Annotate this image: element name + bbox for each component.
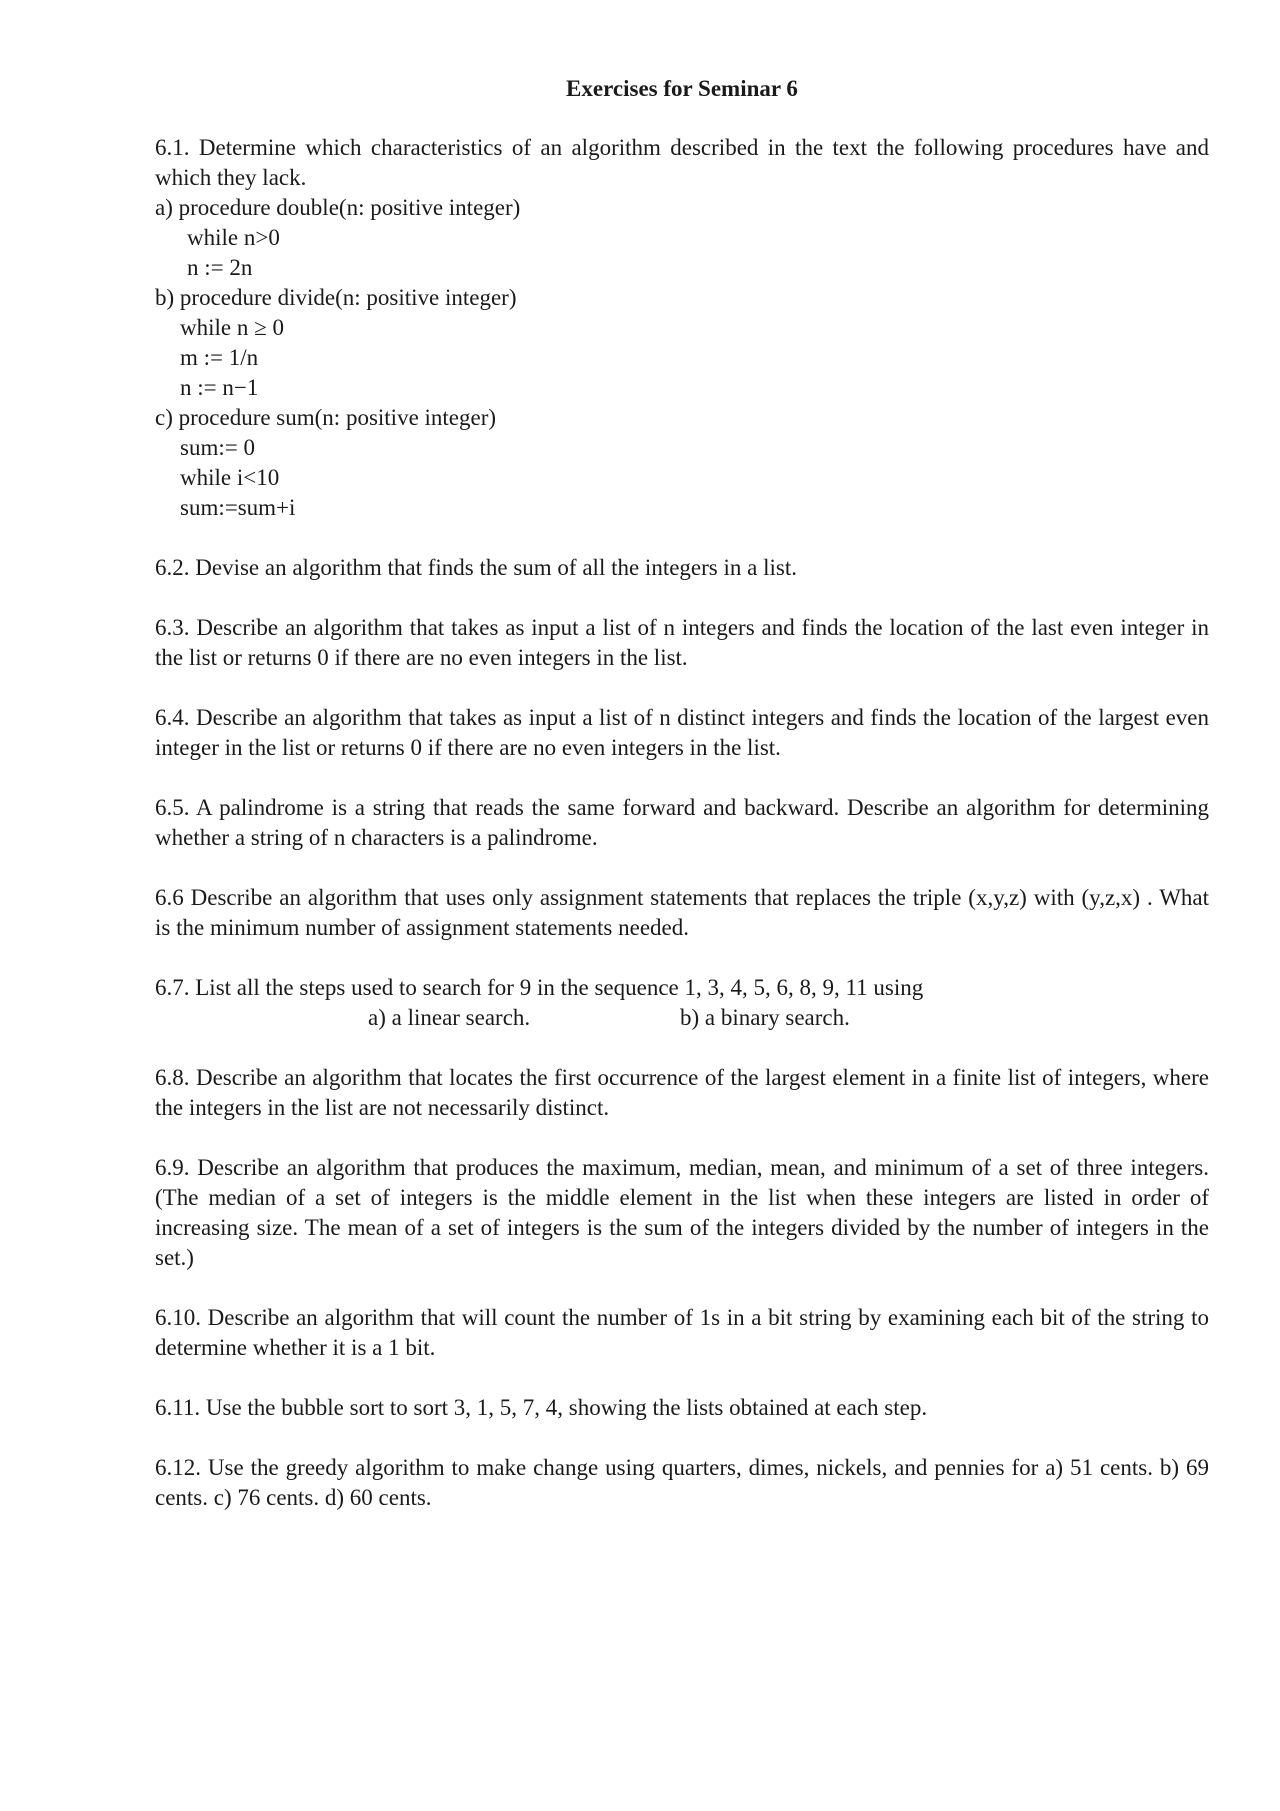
procedure-a-line-1: while n>0 <box>187 225 280 250</box>
procedure-c-line-1: sum:= 0 <box>180 435 255 460</box>
exercise-6-10: 6.10. Describe an algorithm that will count the number of 1s in a bit string by examining each bit of the string to determine whether it is a 1 bit. <box>155 1305 1209 1360</box>
exercise-6-4: 6.4. Describe an algorithm that takes as input a list of n distinct integers and finds the location of the largest even integer in the list or returns 0 if there are no even integers in the list. <box>155 705 1209 760</box>
exercise-6-2: 6.2. Devise an algorithm that finds the sum of all the integers in a list. <box>155 555 797 580</box>
procedure-c-line-3: sum:=sum+i <box>180 495 296 520</box>
exercise-6-6: 6.6 Describe an algorithm that uses only assignment statements that replaces the triple (x,y,z) with (y,z,x) . What is the minimum number of assignment statements needed. <box>155 885 1209 940</box>
exercise-6-5: 6.5. A palindrome is a string that reads the same forward and backward. Describe an algorithm for determining whether a string of n characters is a palindrome. <box>155 795 1209 850</box>
binary-search-option: b) a binary search. <box>680 1005 850 1030</box>
document-page <box>155 74 1209 1513</box>
procedure-b-line-3: n := n−1 <box>180 375 259 400</box>
exercise-6-7-options <box>155 1003 1209 1033</box>
linear-search-option: a) a linear search. <box>368 1005 531 1030</box>
procedure-a-header: a) procedure double(n: positive integer) <box>155 195 521 220</box>
procedure-b-line-2: m := 1/n <box>180 345 259 370</box>
exercise-6-7 <box>155 973 1209 1033</box>
exercise-6-1-text: 6.1. Determine which characteristics of an algorithm described in the text the following procedures have and which they lack. <box>155 135 1209 190</box>
procedure-b-header: b) procedure divide(n: positive integer) <box>155 285 517 310</box>
exercise-6-7-text: 6.7. List all the steps used to search for 9 in the sequence 1, 3, 4, 5, 6, 8, 9, 11 using <box>155 975 924 1000</box>
exercise-6-11: 6.11. Use the bubble sort to sort 3, 1, 5, 7, 4, showing the lists obtained at each step. <box>155 1395 928 1420</box>
page-title: Exercises for Seminar 6 <box>566 76 798 101</box>
exercise-6-12: 6.12. Use the greedy algorithm to make change using quarters, dimes, nickels, and pennies for a) 51 cents. b) 69 cents. c) 76 cents. d) 60 cents. <box>155 1455 1209 1510</box>
procedure-c-header: c) procedure sum(n: positive integer) <box>155 405 497 430</box>
exercise-6-3: 6.3. Describe an algorithm that takes as input a list of n integers and finds the location of the last even integer in the list or returns 0 if there are no even integers in the list. <box>155 615 1209 670</box>
exercise-6-9: 6.9. Describe an algorithm that produces the maximum, median, mean, and minimum of a set of three integers. (The median of a set of integers is the middle element in the list when these integers are listed in order of increasing size. The mean of a set of integers is the sum of the integers divided by the number of integers in the set.) <box>155 1155 1209 1270</box>
exercise-6-1 <box>155 133 1209 523</box>
exercise-6-8: 6.8. Describe an algorithm that locates the first occurrence of the largest element in a finite list of integers, where the integers in the list are not necessarily distinct. <box>155 1065 1209 1120</box>
procedure-a-line-2: n := 2n <box>187 255 253 280</box>
procedure-b-line-1: while n ≥ 0 <box>180 315 284 340</box>
procedure-c-line-2: while i<10 <box>180 465 280 490</box>
